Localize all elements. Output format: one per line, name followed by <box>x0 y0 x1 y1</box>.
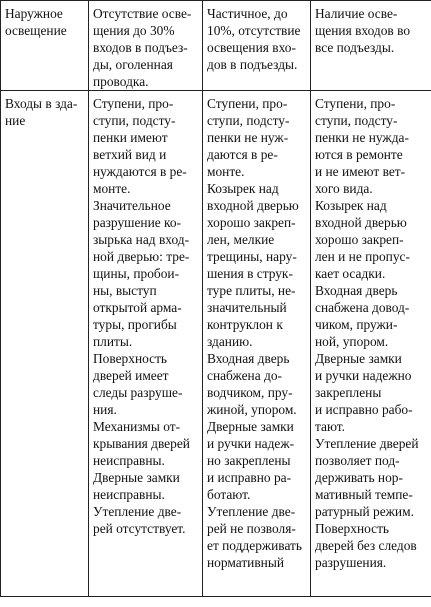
text-line: жиной, упором. <box>207 402 297 417</box>
text-line: ной дверью: тре- <box>93 249 190 264</box>
text-line: туре плиты, не- <box>207 283 296 298</box>
text-line: входной дверью <box>207 198 299 213</box>
text-line: открытой арма- <box>93 300 182 315</box>
text-line: хого вида. <box>315 181 373 196</box>
text-line: Наличие осве- <box>315 6 398 21</box>
text-line: разрушения. <box>315 555 387 570</box>
text-line: даются в ре- <box>207 147 278 162</box>
text-line: но закреплены <box>207 453 291 468</box>
text-line: пенки не нуж- <box>207 130 289 145</box>
text-line: снабжена довод- <box>315 300 410 315</box>
text-line: зданию. <box>207 334 253 349</box>
text-line: держивать нор- <box>315 470 403 485</box>
text-line: Входная дверь <box>315 283 398 298</box>
text-line: Входная дверь <box>207 351 290 366</box>
text-line: Утепление две- <box>93 504 182 519</box>
text-line: хорошо закреп- <box>315 232 404 247</box>
text-line: дверей без следов <box>315 538 417 553</box>
text-line: щины, пробои- <box>93 266 180 281</box>
text-line: и не имеют вет- <box>315 164 406 179</box>
text-line: Входы в зда- <box>5 96 78 111</box>
text-line: трещины, нару- <box>207 249 297 264</box>
text-line: кает осадки. <box>315 266 386 281</box>
text-line: водчиком, пру- <box>207 385 293 400</box>
text-line: туры, прогибы <box>93 317 177 332</box>
text-line: рей не позволя- <box>207 521 296 536</box>
header-cell-outdoor-lighting <box>1 1 89 91</box>
header-cell-no-lighting <box>89 1 203 91</box>
text-line: пенки не нужда- <box>315 130 409 145</box>
text-line: освещение <box>5 23 67 38</box>
text-line: мативный темпе- <box>315 487 413 502</box>
text-line: нормативный <box>207 555 285 570</box>
text-line: Наружное <box>5 6 63 21</box>
row-label-entrances <box>1 91 89 597</box>
text-line: входов в подъез- <box>93 40 188 55</box>
text-line: Механизмы от- <box>93 419 181 434</box>
text-line: и исправно ра- <box>207 470 292 485</box>
text-line: Козырек над <box>315 198 387 213</box>
text-line: неисправны. <box>93 453 165 468</box>
text-line: шения в струк- <box>207 266 293 281</box>
header-cell-partial-lighting <box>203 1 311 91</box>
text-line: все подъезды. <box>315 40 395 55</box>
text-line: ются в ремонте <box>315 147 403 162</box>
table-header-row <box>1 1 431 91</box>
text-line: ет поддерживать <box>207 538 303 553</box>
text-line: Дверные замки <box>315 351 402 366</box>
cell-poor-condition <box>89 91 203 597</box>
table-row-building-entrances <box>1 91 431 597</box>
text-line: ветхий вид и <box>93 147 167 162</box>
text-line: рей отсутствует. <box>93 521 186 536</box>
text-line: проводка. <box>93 74 149 89</box>
text-line: Козырек над <box>207 181 279 196</box>
header-cell-full-lighting <box>311 1 431 91</box>
text-line: крывания дверей <box>93 436 190 451</box>
text-line: Ступени, про- <box>207 96 288 111</box>
cell-good-condition <box>311 91 431 597</box>
text-line: ды, оголенная <box>93 57 173 72</box>
text-line: закреплены <box>315 385 382 400</box>
text-line: позволяет под- <box>315 453 400 468</box>
text-line: освещения вхо- <box>207 40 296 55</box>
text-line: и ручки надежно <box>315 368 412 383</box>
text-line: щения до 30% <box>93 23 175 38</box>
text-line: и исправно рабо- <box>315 402 413 417</box>
text-line: плиты. <box>93 334 133 349</box>
text-line: дверей имеет <box>93 368 169 383</box>
text-line: и ручки надеж- <box>207 436 295 451</box>
text-line: снабжена до- <box>207 368 282 383</box>
text-line: Ступени, про- <box>93 96 174 111</box>
text-line: входной дверью <box>315 215 407 230</box>
text-line: тают. <box>315 419 345 434</box>
text-line: ступи, подсту- <box>315 113 398 128</box>
text-line: монте. <box>207 164 245 179</box>
text-line: Значительное <box>93 198 171 213</box>
text-line: чиком, пружи- <box>315 317 398 332</box>
text-line: ступи, подсту- <box>207 113 290 128</box>
text-line: следы разруше- <box>93 385 183 400</box>
text-line: Отсутствие осве- <box>93 6 192 21</box>
text-line: Поверхность <box>315 521 390 536</box>
cell-partial-condition <box>203 91 311 597</box>
text-line: зырька над вход- <box>93 232 190 247</box>
text-line: пенки имеют <box>93 130 168 145</box>
text-line: щения входов во <box>315 23 411 38</box>
text-line: дов в подъезды. <box>207 57 298 72</box>
text-line: Утепление две- <box>207 504 296 519</box>
text-line: монте. <box>93 181 131 196</box>
text-line: Дверные замки <box>207 419 294 434</box>
text-line: Поверхность <box>93 351 168 366</box>
text-line: ботают. <box>207 487 251 502</box>
text-line: Частичное, до <box>207 6 288 21</box>
text-line: Дверные замки <box>93 470 180 485</box>
text-line: Утепление дверей <box>315 436 419 451</box>
text-line: лен, мелкие <box>207 232 275 247</box>
text-line: ратурный режим. <box>315 504 414 519</box>
text-line: контруклон к <box>207 317 283 332</box>
text-line: ступи, подсту- <box>93 113 176 128</box>
text-line: ной, упором. <box>315 334 389 349</box>
text-line: нуждаются в ре- <box>93 164 187 179</box>
text-line: ния. <box>93 402 117 417</box>
text-line: ны, выступ <box>93 283 157 298</box>
text-line: хорошо закреп- <box>207 215 296 230</box>
text-line: значительный <box>207 300 287 315</box>
text-line: ние <box>5 113 26 128</box>
text-line: 10%, отсутствие <box>207 23 301 38</box>
text-line: разрушение ко- <box>93 215 181 230</box>
text-line: неисправны. <box>93 487 165 502</box>
text-line: Ступени, про- <box>315 96 396 111</box>
text-line: лен и не пропус- <box>315 249 410 264</box>
